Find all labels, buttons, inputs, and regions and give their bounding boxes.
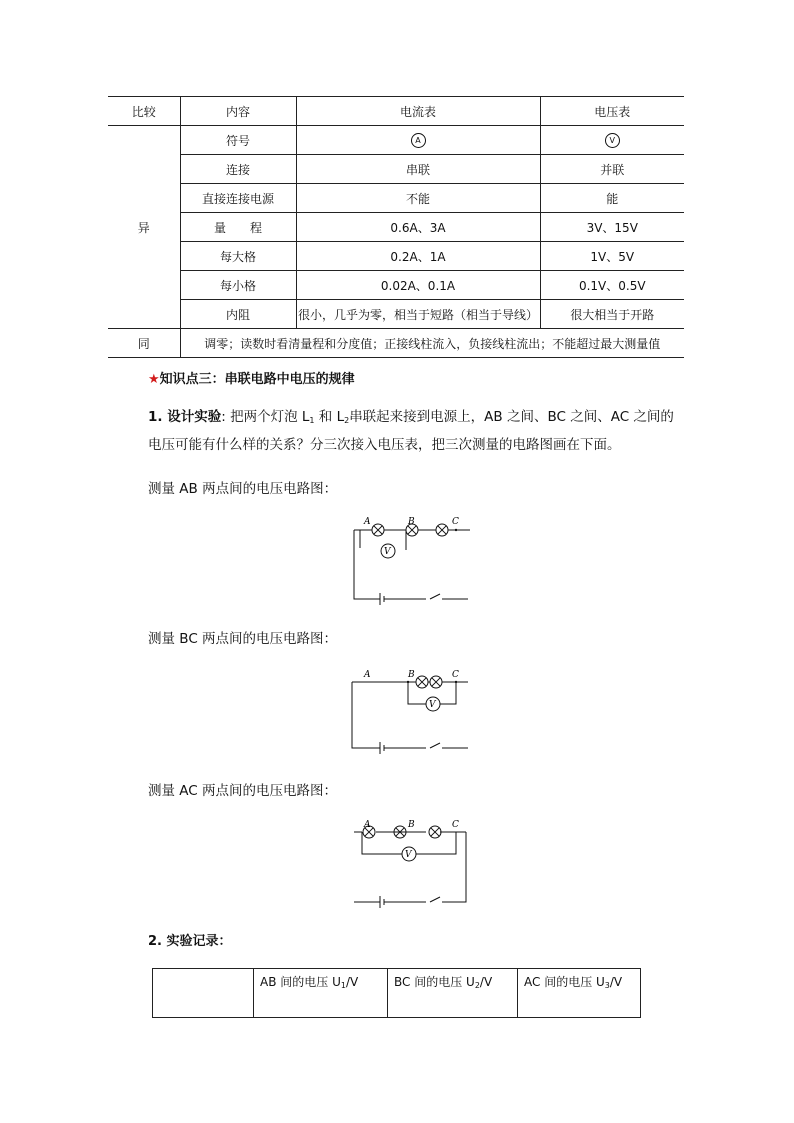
point-label-b: B: [408, 517, 415, 527]
ammeter-value: 0.02A、0.1A: [296, 271, 540, 300]
table-row: [108, 213, 684, 242]
record-table: [152, 968, 641, 1018]
voltmeter-value: 很大相当于开路: [540, 300, 684, 329]
ammeter-value: 0.6A、3A: [296, 213, 540, 242]
table-row: [108, 300, 684, 329]
design-paragraph-line2: 电压可能有什么样的关系？分三次接入电压表，把三次测量的电路图画在下面。: [148, 437, 621, 453]
table-row: [108, 242, 684, 271]
ammeter-value: 很小，几乎为零，相当于短路（相当于导线）: [296, 300, 540, 329]
row-item: 直接连接电源: [180, 184, 296, 213]
section-title: 知识点三：串联电路中电压的规律: [159, 372, 355, 387]
table-row: [108, 184, 684, 213]
voltmeter-value: 并联: [540, 155, 684, 184]
row-item: 量 程: [180, 213, 296, 242]
record-cell-empty: [153, 969, 254, 1018]
voltmeter-label: V: [405, 850, 412, 860]
point-label-a: A: [364, 820, 371, 830]
record-cell-ac: AC 间的电压 $U_3/V$: [518, 969, 641, 1018]
record-cell-bc: BC 间的电压 $U_2/V$: [388, 969, 518, 1018]
point-label-b: B: [408, 820, 415, 830]
design-label: 1. 设计实验: [148, 409, 222, 425]
ammeter-value: 不能: [296, 184, 540, 213]
diagram-caption-bc: 测量 BC 两点间的电压电路图：: [148, 631, 338, 647]
row-item: 符号: [180, 126, 296, 155]
voltmeter-value: 能: [540, 184, 684, 213]
comparison-table: [108, 96, 684, 358]
ammeter-value: 0.2A、1A: [296, 242, 540, 271]
diagram-caption-ac: 测量 AC 两点间的电压电路图：: [148, 783, 338, 799]
voltmeter-symbol-icon: V: [605, 133, 620, 148]
diff-label: 异: [108, 126, 180, 329]
table-row: [108, 271, 684, 300]
circuit-diagram-ab: [346, 512, 476, 604]
point-label-c: C: [452, 820, 459, 830]
voltmeter-value: 0.1V、0.5V: [540, 271, 684, 300]
ammeter-value: 串联: [296, 155, 540, 184]
ammeter-symbol-icon: A: [411, 133, 426, 148]
voltmeter-label: V: [384, 547, 391, 557]
subscript-2: 2: [344, 416, 350, 425]
table-row: [108, 155, 684, 184]
header-ammeter: 电流表: [296, 97, 540, 126]
point-label-b: B: [408, 670, 415, 680]
voltmeter-value: 3V、15V: [540, 213, 684, 242]
design-paragraph: [148, 405, 674, 433]
circuit-diagram-bc: [346, 668, 476, 754]
design-text-c: 串联起来接到电源上，AB 之间、BC 之间、AC 之间的: [349, 409, 674, 425]
star-icon: ★: [148, 372, 160, 387]
diagram-caption-ab: 测量 AB 两点间的电压电路图：: [148, 481, 338, 497]
same-text: 调零；读数时看清量程和分度值；正接线柱流入，负接线柱流出；不能超过最大测量值: [180, 329, 684, 358]
row-item: 连接: [180, 155, 296, 184]
header-content: 内容: [180, 97, 296, 126]
subscript-1: 1: [309, 416, 315, 425]
row-item: 每小格: [180, 271, 296, 300]
header-voltmeter: 电压表: [540, 97, 684, 126]
circuit-diagram-ac: [346, 818, 476, 908]
table-header-row: [108, 97, 684, 126]
point-label-a: A: [364, 517, 371, 527]
same-label: 同: [108, 329, 180, 358]
table-row: [108, 126, 684, 155]
record-cell-ab: AB 间的电压 $U_1/V$: [254, 969, 388, 1018]
point-label-c: C: [452, 517, 459, 527]
header-compare: 比较: [108, 97, 180, 126]
design-text-b: 和 L: [314, 409, 345, 425]
table-row-same: [108, 329, 684, 358]
voltmeter-label: V: [429, 700, 436, 710]
point-label-a: A: [364, 670, 371, 680]
section-heading: [148, 368, 355, 387]
table-row: [153, 969, 641, 1018]
row-item: 每大格: [180, 242, 296, 271]
voltmeter-value: 1V、5V: [540, 242, 684, 271]
point-label-c: C: [452, 670, 459, 680]
row-item: 内阻: [180, 300, 296, 329]
design-text-a: : 把两个灯泡 L: [221, 409, 310, 425]
record-title: 2. 实验记录：: [148, 934, 232, 949]
